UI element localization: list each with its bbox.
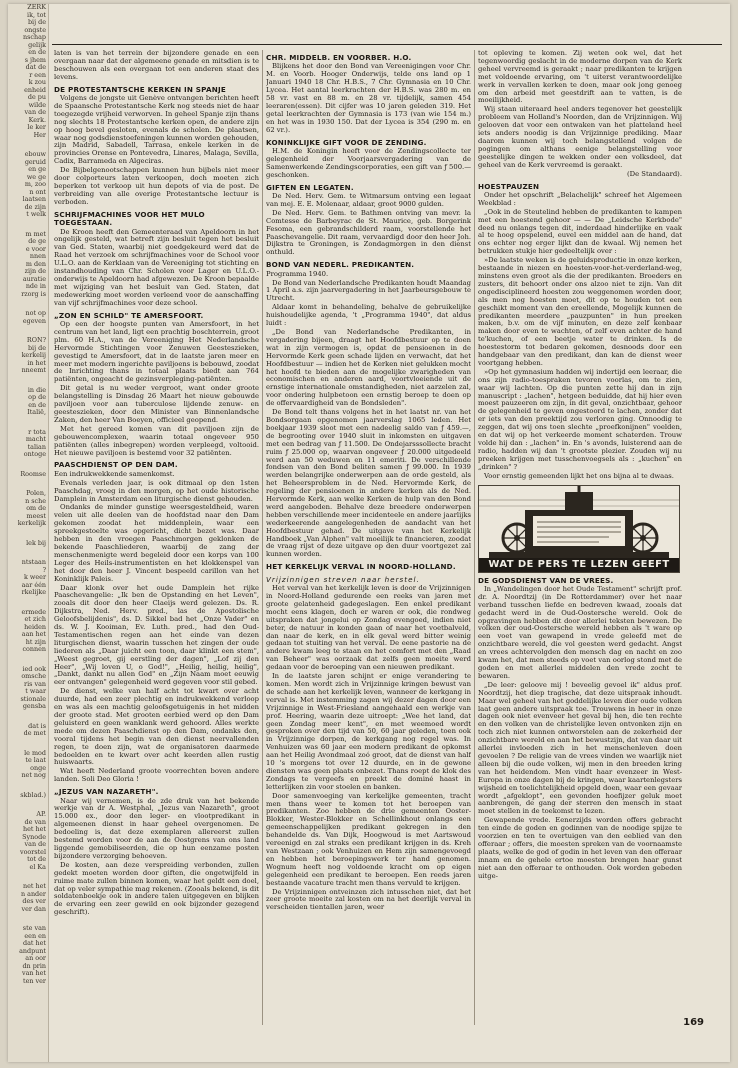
gutter-text-fragment: de met [23,729,46,737]
previous-page-edge [8,4,49,1062]
column-divider [474,50,475,1025]
column-3 [478,50,682,1030]
page-number: 169 [683,1017,704,1028]
gutter-text-fragment: gensba [22,702,46,710]
gutter-text-fragment: van het [21,969,46,977]
gutter-text-fragment: de van [24,817,46,826]
gutter-text-fragment: RON? [26,336,46,344]
gutter-text-fragment: stionale [20,694,46,703]
gutter-text-fragment: r tota [28,427,46,436]
gutter-text-fragment: en de [28,48,46,56]
gutter-text-fragment: m met [25,229,46,238]
gutter-text-fragment: in die [27,385,46,394]
gutter-text-fragment: et zich [24,615,46,623]
gutter-text-fragment: le ker [27,123,46,131]
gutter-text-fragment: laatsen [22,195,46,203]
gutter-text-fragment [8,780,48,792]
gutter-text-fragment: kerkelijk [17,519,46,527]
article-subheading: Vrijzinnigen streven naar herstel. [266,574,420,584]
gutter-text-fragment: ten ver [23,976,46,985]
article-paragraph: Voor ernstig gemeenden lijkt het ons bijna al te dwaas. [484,471,674,480]
gutter-text-fragment: dat is [28,721,46,730]
newspaper-page [8,4,730,1062]
article-heading: „JEZUS VAN NAZARETH". [54,787,159,797]
gutter-text-fragment: nnen [29,252,46,260]
article-paragraph: De Ned. Herv. Gem. te Witmarsum ontving een legaat van mej. E. E. Molenaar, aldaar, groot 9000 gulden. [266,192,471,208]
article-paragraph: „De Bond van Nederlandsche Predikanten, in vergadering bijeen, draagt het Hoofdbestuur op te doen wat in zijn vermogen is, opdat de pensioenen in de Hervormde Kerk geen schade lijden en verwacht, dat het Hoofdbestuur — indien het de Kerken niet gelukken mocht het hoofd te bieden aan de mogelijke zwarigheden van economischen en anderen aard, voortvloeiende uit de ernstige internationale omstandigheden, niet aarzelen zal, voor ondering hulpbetoon een ernstig beroep te doen op de offervaardigheid van de Bondsleden". [266,328,471,408]
gutter-text-fragment: skblad.) [20,790,46,799]
gutter-text-fragment [8,219,48,231]
column-1 [54,50,259,1030]
article-paragraph: Gewapende vrede. Eenerzijds worden offers gebracht ten einde de goden en godinnen van de noodige spijze te voorzien en ten te overtuigen van den eeblied van den offeraar ; offers, die moesten spreken van de voornaamste plaats, welke de god of godin in het leven van den offeraar innam en de gehele ertoe moesten brengen haar gunst niet aan den offeraar te onthouden. Ook worden gebeden uitge- [478,816,682,880]
article-paragraph: Door samenvoeging van kerkelijke gemeenten, tracht men thans weer te komen tot het beroepen van predikanten. Zoo hebben de drie gemeenten Ooster-Blokker, Wester-Blokker en Schellinkhout onlangs een gemeenschappelijken predikant gekregen in den behandelde ds. Van Dijk, Hoogwoud is met Aartswoud vereenigd en zal straks een predikant krijgen in ds. Kreh van Westzaan ; ook Venhuizen en Hem zijn samengevoegd en hebben het beroepingswerk ter hand genomen. Wognum heeft nog voldoende kracht om op eigen gelegenheid een predikant te beroepen. Een reeds jaren bestaande vacature tracht men thans vervuld te krijgen. [266,791,471,887]
gutter-text-fragment: Roomse [20,469,46,478]
gutter-text-fragment: nneemt [21,366,46,374]
gutter-text-fragment: ongste [24,25,46,34]
article-paragraph: laten is van het terrein der bijzondere genade en een overgaan naar dat der algemeene genade en mitsdien is te beschouwen als een overgaan tot een anderen staat des levens. [54,50,259,81]
gutter-text-fragment: n ander [20,889,46,898]
column-2 [266,50,471,1030]
gutter-text-fragment: ste van [22,924,46,932]
gutter-text-fragment: ver dan [21,904,46,913]
article-paragraph: Wat heeft Nederland groote voorrechten boven andere landen. Soli Deo Gloria ! [54,767,259,784]
gutter-text-fragment: voorstel [19,847,46,856]
article-heading: „ZON EN SCHILD" TE AMERSFOORT. [54,310,204,320]
gutter-text-fragment: onge [30,763,46,772]
gutter-text-fragment: de ge [28,237,46,245]
article-paragraph: Naar wij vernemen, is de zde druk van het bekende werkje van dr A. Westphal, „Jezus van Nazareth", groot 15.000 ex., door den leger- en vlootpredikant in algemeenen dienst in haar geheel overgenomen. De bedoeling is, dat deze exemplaren allereerst zullen bestemd worden voor de aan de Oostgrens van ons land liggende gemobiliseerden, die op hun eenzame posten bijzondere verzorging behoeven. [54,796,259,860]
column-3-top [478,50,682,481]
gutter-text-fragment: andpunt [19,946,46,955]
article-paragraph: H.M. de Koningin heeft voor de Zendingscollecte ter gelegenheid der Voorjaarsvergadering van de Samenwerkende Zendingscorporaties, een gift van ƒ 500.— geschonken. [266,146,471,179]
gutter-text-fragment [8,528,48,540]
gutter-text-fragment: n ont [29,187,46,196]
gutter-text-fragment: k zou [28,78,46,86]
gutter-text-fragment: e voor [25,244,46,253]
gutter-text-fragment: egeven [22,316,46,325]
gutter-text-fragment: ntstaan [21,558,46,566]
gutter-text-fragment: des ver [22,897,46,905]
article-paragraph: De Bond van Nederlandsche Predikanten houdt Maandag 1 April a.s. zijn jaarvergadering in het Jaarbeursgebouw te Utrecht. [266,278,471,303]
gutter-text-fragment: geruid [24,157,46,166]
article-heading: SCHRIJFMACHINES VOOR HET MULO TOEGESTAAN. [54,209,205,228]
gutter-text-fragment: m den [25,259,46,268]
gutter-text-fragment: op de [28,393,46,401]
gutter-text-fragment: van de [24,108,46,116]
article-paragraph: De kosten, aan deze verspreiding verbonden, zullen gedekt moeten worden door giften, die ongetwijfeld in ruime mate zullen binnen komen, waar het geldt een doel, dat op veler sympathie mag rekenen. (Zooals bekend, is dit soldatenboekje ook in andere talen uitgegeven en blijken de ervaring een zeer gewild en ook bijzonder gezegend geschrift). [54,860,259,917]
article-paragraph: Onder het opschrift „Belachelijk" schreef het Algemeen Weekblad : [478,190,682,207]
gutter-text-fragment: rzorg is [21,289,46,298]
article-paragraph: Op een der hoogste punten van Amersfoort, in het centrum van het land, ligt een prachtig boschterrein, groot plm. 60 H.A., van de Vereeniging Het Nederlandsche Hervormde Stichtingen voor Zenuwen Geesteszieken, gevestigd te Amersfoort, dat in de laatste jaren meer en meer met modern ingerichte paviljoens is bebouwd, zoodat de Inrichting thans in totaal plaats biedt aan 764 patiënten, ongeacht de gezinsverpleging-patiënten. [54,320,259,384]
gutter-text-fragment [8,738,48,750]
gutter-text-fragment: Kerk. [28,115,46,124]
gutter-text-fragment: Italië, [27,408,46,416]
article-heading: DE PROTESTANTSCHE KERKEN IN SPANJE [54,84,226,94]
gutter-text-fragment: een en [24,931,46,940]
gutter-text-fragment: meest [26,511,46,520]
gutter-text-fragment: bij de [27,18,46,26]
gutter-text-fragment: t waar [25,687,46,695]
article-source: (De Standaard). [627,169,682,178]
article-paragraph: Evenals verleden jaar, is ook ditmaal op den 1sten Paaschdag, vroeg in den morgen, op het oude historische Damplein in Amsterdam een liturgische dienst gehouden. [54,478,259,503]
gutter-text-fragment: heiden [24,622,46,631]
article-heading: KONINKLIJKE GIFT VOOR DE ZENDING. [266,137,427,147]
gutter-text-fragment: Her [33,130,46,139]
header-rule [52,44,722,45]
gutter-text-fragment: ris van [24,679,46,688]
gutter-text-fragment: wilde [28,100,46,109]
gutter-text-fragment: van de [24,840,46,848]
gutter-text-fragment [8,711,48,723]
article-paragraph: Blijkens het door den Bond van Vereenigingen voor Chr. M. en Voorb. Hooger Onderwijs, telde ons land op 1 Januari 1940 18 Chr. H.B.S., 7 Chr. Gymnasia en 10 Chr. Lycea. Het aantal leerkrachten der H.B.S. was 280 m. en 58 vr. vast en 88 m. en 28 vr. tijdelijk, samen 454 leeraren(essen). Dit cijfer was 10 jaren geleden 319. Het getal leerkrachten der Gymnasia is 173 (van wie 154 m.) en het was in 1930 150. Dat der Lycea is 354 (290 m. en 62 vr.). [266,62,471,134]
gutter-text-fragment: dn prin [22,961,46,970]
gutter-text-fragment: we ge [26,172,46,181]
gutter-text-fragment: ontoge [23,450,46,458]
gutter-text-fragment: net nog [21,771,46,779]
gutter-text-fragment: om de [26,504,46,512]
column-divider [262,50,263,1025]
article-paragraph: Dit getal is nu weder vergroot, want onder groote belangstelling is Dinsdag 26 Maart het nieuw gebouwde paviljoen voor aan tuberculose lijdende zenuw- en geesteszieken, door den Minister van Binnenlandsche Zaken, den heer Van Boeyen, officieel geopend. [54,384,259,424]
gutter-text-fragment: net het [23,882,46,890]
article-heading: PAASCHDIENST OP DEN DAM. [54,460,178,470]
article-paragraph: Aldaar komt in behandeling, behalve de gebruikelijke huishoudelijke agenda, 't „Programma 1940", dat aldus luidt : [266,303,471,328]
article-paragraph: Een indrukwekkende samenkomst. [54,469,175,478]
gutter-text-fragment: dat het [23,939,46,947]
gutter-text-fragment: nschap [23,33,46,41]
gutter-text-fragment: in het [27,358,46,367]
article-heading: HOESTPAUZEN [478,181,540,191]
article-heading: BOND VAN NEDERL. PREDIKANTEN. [266,260,415,270]
article-heading: DE GODSDIENST VAN DE VREES. [478,575,614,585]
gutter-text-fragment: not op [25,309,46,317]
gutter-text-fragment [8,375,48,387]
gutter-text-fragment: n sche [25,496,46,505]
gutter-text-fragment: AP. [36,810,46,818]
article-paragraph: Het verval van het kerkelijk leven is door de Vrijzinnigen in Noord-Holland gedurende een reeks van jaren met groote gelatenheid gadegeslagen. Een enkel predikant mocht eens klagen, doch er waren er ook, die rondweg uitspraken dat jongelui op Zondag evengoed, indien niet beter, de natuur in konden gaan of naar het voetbalveld, dan naar de kerk, en in elk geval werd bitter weinig gedaan tot stuiting van het verval. De eene pastorie na de andere kwam leeg te staan en het comfort met den „Raad van Beheer" was oorzaak dat zelfs geen moeite werd gedaan voor de beroeping van een nieuwen predikant. [266,584,471,672]
gutter-text-fragment: de pu [27,93,46,101]
gutter-text-fragment: ZERK [27,4,46,11]
press-cartoon [478,485,680,573]
gutter-text-fragment: an oor [25,954,46,962]
article-heading: GIFTEN EN LEGATEN. [266,182,354,192]
article-paragraph: Volgens de jongste uit Genève ontvangen berichten heeft de Spaansche Protestantsche Kerk nog steeds niet de haar toegezegde vrijheid verworven. In geheel Spanje zijn thans nog slechts 18 Protestantsche kerken open, de andere zijn op hoog bevel gesloten, evenals de scholen. De plaatsen, waar nog godsdienstoefeningen kunnen worden gehouden, zijn Madrid, Sabadell, Tarrasa, enkele kerken in de provincies Orense en Pontevedra, Linares, Malaga, Sevilla, Cadix, Barrameda en Algeciras. [54,94,259,166]
article-paragraph: De Bijbelgenootschappen kunnen hun bijbels niet meer door colporteurs laten verkoopen, doch moeten zich beperken tot verkoop uit hun depots of via de post. De verbreiding van alle overige Protestantsche lectuur is verboden. [54,166,259,206]
gutter-text-fragment: connen [22,645,46,653]
article-paragraph: „Ook in de Steutelind hebben de predikanten te kampen met een hoestend gehoor — — De „Leidsche Kerkbode" deed nu onlangs tegen dit, inderdaad hinderlijke en vaak al te hoog opspelend, euvel een middel aan de hand, dat ons echter nog erger lijkt dan de kwaal. Wij nemen het betrukken stukje hier gedeeltelijk over : [478,207,682,256]
gutter-text-fragment: lek bij [26,538,46,547]
article-heading: HET KERKELIJK VERVAL IN NOORD-HOLLAND. [266,562,456,572]
article-paragraph: tot opleving te komen. Zij weten ook wel, dat het tegenwoordig geslacht in de moderne dorpen van de Kerk geheel vervreemd is geraakt ; naar predikanten te krijgen met voldoende ervaring, om 't uiterst verantwoordelijke werk in vervallen kerken te doen, maar ook jong genoeg om den arbeid met geestdrift aan te vatten, is de moeilijkheid. [478,50,682,105]
gutter-text-fragment: kerkelij [21,351,46,359]
gutter-text-fragment: aar één [21,580,46,589]
article-paragraph: De Vrijzinnigen ontveinzen zich intusschen niet, dat het zeer groote moeite zal kosten om na het deerlijk verval in verscheiden tientallen jaren, weer [266,887,471,912]
column-3-bottom [478,577,682,881]
article-paragraph: »Op het gymnasium hadden wij indertijd een leeraar, die ons zijn radio-toespraken tevoren voorlas, om te zien, waar wij lachten. Op die punten zette hij dan in zijn manuscript : „lachen", hetgeen beduidde, dat hij hier even moest pauzeeren om zijn, in dit geval, onzichtbaar, gehoor de gelegenheid te geven ongestoord te lachen, zonder dat er iets van den preektijd zou verloren ging. Onnoodig te zeggen, dat wij ons toen slechte „proefkonijnen" voelden, en dat wij op het verkeerde moment schaterden. Trouw volde hij dan : „lachen" in. En 's avonds, luisterend aan de radio, hadden wij dan 't grootste plezier. Zouden wij nu preeken krijgen met tusschenvoegsels als : „kuchen" en „drinken" ? [478,367,682,471]
article-heading: CHR. MIDDELB. EN VOORBER. H.O. [266,53,412,62]
gutter-text-fragment: k weer [24,573,46,581]
article-paragraph: »De laatste weken is de geluidsproductie in onze kerken, bestaande in niezen en hoesten-voor-het-verderland-weg, minstens even groot als die der predikanten. Broeders en zusters, dit behoort onder ons alzoo niet te zijn. Van dit ongedisciplineerd hoesten zou weggenomen worden door, als men nog hoesten moet, dit op te houden tot een geschikt moment van den ereellende, Mogelijk kunnen de predikanten meerdere „pauzpunten" in hun preeken maken, b.v. om de vijf minuten, en deze zelf kenbaar maken door even te wachten, of zelf even achter de hand te'kuchen, of een beetje water te drinken. Is de hoestestorm tot bedaren gekomen, desnoods door een handgebaar van den predikant, dan kan de dienst weer voortgang hebben. [478,256,682,367]
gutter-text-fragment: Synode [22,832,46,841]
printing-press-illustration [479,486,679,558]
article-paragraph: De dienst, welke van half acht tot kwart over acht duurde, had een zeer plechtig en indrukwekkend verloop en was als een machtig geloofsgetuigenis in het midden der groote stad. Met grooten eerbied werd op den Dam geluisterd en geen wanklank werd gehoord. Alles werkte mede om dezen Paaschdienst op den Dam, ondanks den, vooral tijdens het begin van den dienst neervallenden regen, te doen zijn, wat de organisatoren daarmede bedoelden en te kwart over acht keerden allen rustig huiswaarts. [54,687,259,767]
gutter-text-fragment: auratie [22,274,46,283]
article-paragraph: De Kroon heeft den Gemeenteraad van Apeldoorn in het ongelijk gesteld, wat betreft zijn besluit tegen het besluit van Ged. Staten, waarbij niet goedgekeurd werd dat de Raad het verzoek om schrijfmachines voor de School voor U.L.O. aan de Kerklaan van de Vereeniging tot stichting en instandhouding van Chr. Scholen voor Lager en U.L.O.-onderwijs te Apeldoorn had afgewezen. De Kroon bepaalde met wijziging van het besluit van Ged. Staten, dat medewerking moet worden verleend voor de aanschaffing van vijf schrijfmachines voor deze school. [54,227,259,307]
gutter-text-fragment: zijn de [24,267,46,275]
article-paragraph: In „Wandelingen door het Oude Testament" schrijft prof. dr. A. Noordtzij (in De Rotterdammer) over het naar verband tusschen liefde en bedreven kwaad, zooals dat gedacht werd in de Oud-Oostersche wereld. Ook de opgravingen hebben dit door allerlei teksten bewezen. De volken der oud-Oostersche wereld hebben als 't ware op een voet van gewapend in vrede geleefd met de onzichtbare wereld, die vol geesten werd gedacht. Angst en vrees achtervolgden den mensch dag en nacht en zoo kwam het, dat men steeds op voet van oorlog stond met de goden en met allerlei middelen den vrede zocht te bewaren. [478,584,682,680]
gutter-text-fragment: bij de [27,343,46,352]
article-paragraph: In de laatste jaren schijnt er enige verandering te komen. Men wordt zich in Vrijzinnige kringen bewust van de schade aan het kerkelijk leven, wanneer de kerkgang in verval is. Met instemming zagen wij dezer dagen door een Vrijzinnige in West-Friesland aangehaald een werkje van prof. Heering, waarin deze uitroept: „Wee het land, dat geen Zondag meer kent", en met weemoed wordt gesproken over den tijd van 50, 60 jaar geleden, toen ook in Vrijzinnige dorpen, de kerkgang nog regel was. In Venhuizen was 60 jaar een modern predikant de opkomst aan het Heilig Avondmaal zoó groot, dat de dienst van half 10 's morgens tot over 12 duurde, en in de gewone diensten was geen plaats onbezet. Thans roept de klok des Zondags te vergeefs en preekt de dominé haast in letterlijken zin voor stoelen en banken. [266,672,471,791]
article-paragraph: Wij staan uiteraard heel anders tegenover het geestelijk probleem van Holland's Noorden, dan de Vrijzinnigen. Wij gelooven dat voor een ontwaken van het platteland heel iets anders noodig is dan Vrijzinnige prediking. Maar daarom kunnen wij toch belangstellend volgen de pogingen om althans eenige belangstelling voor geestelijke dingen te wekken onder een volksdeel, dat geheel van de Kerk vervreemd is geraakt. [478,105,682,169]
gutter-text-fragment: t welk [26,210,46,218]
gutter-text-fragment: ? [42,565,46,574]
gutter-text-fragment [8,459,48,471]
gutter-text-fragment: te laat [25,756,46,764]
article-paragraph: Daar klonk over het oude Damplein het rijke Paaschevangelie: „Ik ben de Opstanding en het Leven", zooals dit door den heer Claeijs werd gelezen. Ds. R. Dijkstra, Ned. Herv. pred., las de Apostolische Geloofsbelijdenis", ds. D. Sikkel bad het „Onze Vader" en ds. W. J. Kooiman, Ev. Luth. pred., had den Oud-Testamentischen regen aan het einde van dezen liturgischen dienst, waarin tusschen het zingen der oude liederen als „Daar juicht een toon, daar klinkt een stem", „Weest gegroet, gij eerstling der dagen", „Lof zij den Heer", „Wij loven U, o God!", „Heilig, heilig, heilig", „Dankt, dankt nu allen God" en „Zijn Naam moet eeuwig eer ontvangen" gelegenheid werd gegeven voor stil gebed. [54,583,259,687]
gutter-text-fragment: ied ook [22,664,46,673]
gutter-text-fragment: m, zoo [24,180,46,188]
gutter-text-fragment [8,654,48,666]
gutter-text-fragment: r een [29,70,46,79]
gutter-text-fragment: s jhem [24,55,46,64]
gutter-text-fragment [8,417,48,429]
gutter-text-fragment: macht [25,435,46,443]
gutter-text-fragment: en ge [28,165,46,173]
gutter-text-fragment: ht zijn [25,637,46,646]
gutter-text-fragment: nde in [25,282,46,290]
gutter-text-fragment [8,597,48,609]
gutter-text-fragment: Polen, [26,489,46,497]
cartoon-caption: WAT DE PERS TE LEZEN GEEFT [479,558,679,572]
gutter-text-fragment: ebouw [24,150,46,158]
gutter-text-fragment: het het [23,825,46,833]
article-paragraph: „De leer: geloove mij ! beveelig gevoel ik" aldus prof. Noordtzij, het diep tragische, dat deze uitspraak inhoudt. Maar wel geheel van het goddelijke leven dier oude volken laat geen andere uitspraak toe. Trouwens in heer in onze dagen ook niet evenveer het geval bij hen, die ten rechte en den volken van de christelijke leven ontvonken zijn en toch zich niet kunnen ontworstelen aan de zekerheid der onzichtbare wereld en aan het bewustzijn, dat van daar uit allerlei invloeden zich in het menschenleven doen gevoelen ? De religie van de vrees vinden we waarlijk niet alleen bij die oude volken, wij men in den breeden kring van het heidendom. Men vindt haar evenzeer in West-Europa in onze dagen bij de kringen, waar kaartenlegsters wijsheid en toelichtelijkheid opgeld doen, waar een gevaar wordt „afgeklopt", een gevonden hoefijzer geluk moet aanbrengen, de gang der sterren den mensch in staat moet stellen in de toekomst te lezen. [478,680,682,816]
gutter-text-fragment: ik, tot [27,10,46,19]
gutter-text-fragment: omsche [21,672,46,680]
gutter-text-fragment: tot de [27,855,46,863]
gutter-text-fragment: aan het [21,630,46,638]
gutter-text-fragment: rkelijke [21,588,46,596]
article-paragraph: Ondanks de minder gunstige weersgesteldheid, waren velen uit alle deelen van de hoofdstad naar den Dam gekomen zoodat het middenplein, waar een spreekgestoelte was opgericht, dicht bezet was. Daar hebben in den vroegen Paaschmorgen geklonken de bekende Paaschliederen, waarbij de zang der menschenmenigte werd begeleid door een korps van 100 Leger des Heils-instrumentisten en het klokkenspel van het door den heer J. Vincent bespeeld carillon van het Koninklijk Paleis. [54,503,259,583]
article-paragraph: Programma 1940. [266,269,329,278]
gutter-text-fragment: talian [27,442,46,451]
gutter-text-fragment: el Ka [29,862,46,871]
gutter-text-fragment: gelijk [28,40,46,49]
gutter-text-fragment: ermede [21,607,46,616]
article-paragraph: De Bond telt thans volgens het in het laatst nr. van het Bondsorgaan opgenomen jaarverslag 1065 leden. Het boekjaar 1939 sloot met een nadeelig saldo van ƒ 459.—, de begrooting over 1940 sluit in inkomsten en uitgaven met een bedrag van ƒ 11.500. De Ondejarsssollecte bracht ruim ƒ 25.000 op, waarvan ongeveer ƒ 20.000 uitgedeeld werd aan 50 weduwen en 11 emeriti. De verschillende fondsen van den Bond beliten samen ƒ 99.000. In 1939 werden belangrijke onderwerpen aan de orde gesteld, als het Beheersproblem in de Ned. Hervormde Kerk, de regeling der pensioenen in andere kerken als de Ned. Hervormde Kerk, aan welke Kerken de hulp van den Bond werd aangeboden. Behalve deze breedere onderwerpen hebben verschillende meer incidenteele en andere jaarlijks wederkeerende aangelegenheden de aandacht van het Hoofdbestuur gehad. De uitgave van het Kerkelijk Handboek „Van Alphen" valt moeilijk te financieren, zoodat de vraag rijst of deze uitgave op den duur voortgezet zal kunnen worden. [266,408,471,559]
gutter-text-fragment: le mod [24,748,46,757]
gutter-text-fragment: dat de [25,63,46,71]
article-paragraph: De Ned. Herv. Gem. te Bathmen ontving van mevr. la Comtesse de Barbeyrac de St. Maurice, geb. Borgerink Fesoma, een gebrandschilderd raam, voorstellende het Paaschevangelie. Dit raam, vervaardigd door den heer Joh. Dijkstra te Groningen, is Zondagmorgen in den dienst onthuld. [266,208,471,257]
gutter-text-fragment: enheid [24,85,46,94]
article-paragraph: Met het gereed komen van dit paviljoen zijn de gebouwencomplexen, waarin totaal ongeveer 950 patiënten (alles inbegrepen) worden verpleegd, voltooid. Het nieuwe paviljoen is bestemd voor 32 patiënten. [54,424,259,457]
gutter-text-fragment: en de [28,400,46,409]
gutter-text-fragment: de zijn [24,202,46,211]
